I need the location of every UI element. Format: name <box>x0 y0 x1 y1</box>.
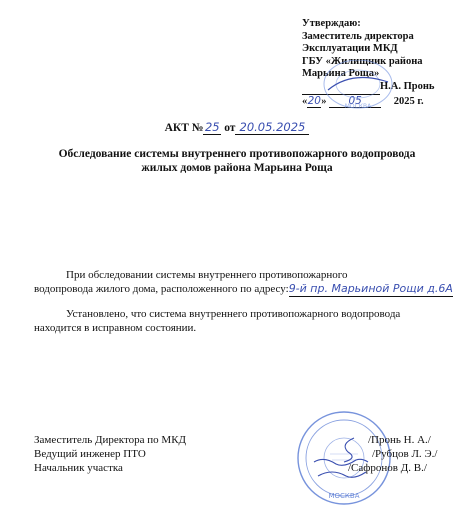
stamp-top-seal <box>322 60 394 112</box>
stamp-city: МОСКВА <box>328 492 360 500</box>
approval-heading: Утверждаю: <box>302 18 361 29</box>
name-rubtsov: /Рубцов Л. Э./ <box>372 448 438 460</box>
approval-month: 05 <box>329 95 381 109</box>
role-deputy-director: Заместитель Директора по МКД <box>34 434 187 446</box>
signatures-roles <box>34 433 186 475</box>
name-safronov: /Сафронов Д. В./ <box>348 462 427 474</box>
paragraph-inspection: При обследовании системы внутреннего противопожарного водопровода жилого дома, расположенного по адресу:9-й пр. Марьиной Рощи д.6А <box>34 269 453 295</box>
document-subtitle: Обследование системы внутреннего противопожарного водопровода жилых домов района Марьина Роща <box>58 148 416 174</box>
approval-org-line1: ГБУ «Жилищник района <box>302 55 423 67</box>
address-handwritten: 9-й пр. Марьиной Рощи д.6А <box>288 282 453 295</box>
act-title: АКТ № 25 от 20.05.2025 <box>0 120 474 135</box>
role-lead-engineer: Ведущий инженер ПТО <box>34 448 146 460</box>
stamp-top-city: МОСКВА <box>344 103 372 110</box>
act-date: 20.05.2025 <box>235 120 309 135</box>
approval-position: Заместитель директора <box>302 30 414 42</box>
approval-day: 20 <box>307 94 321 107</box>
approval-date-row: «20» 05 2025 г. <box>302 94 424 107</box>
paragraph-conclusion: Установлено, что система внутреннего противопожарного водопровода находится в исправном состоянии. <box>34 308 401 334</box>
role-section-head: Начальник участка <box>34 462 123 474</box>
approval-year: 2025 г. <box>393 95 424 107</box>
approval-signer: Н.А. Пронь <box>380 80 435 92</box>
approval-department: Эксплуатации МКД <box>302 43 398 55</box>
act-number: 25 <box>204 120 220 134</box>
name-pron: /Пронь Н. А./ <box>368 434 431 446</box>
signatures-names <box>348 433 437 475</box>
approval-org-line2: Марьина Роща» <box>302 68 380 80</box>
